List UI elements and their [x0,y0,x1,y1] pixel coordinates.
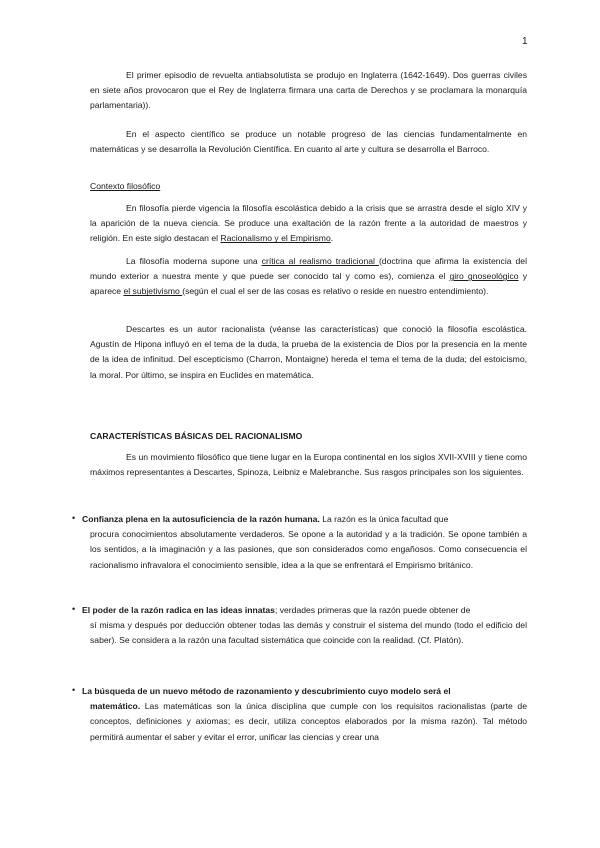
paragraph-modern-philosophy [90,254,527,300]
text-segment: . [330,233,334,244]
text-segment: Las matemáticas son la única disciplina que cumple con los requisitos racionalistas (parte de conceptos, definiciones y axiomas; es decir, utiliza conceptos elaborados por la misma razón). Tal método permitirá aumentar el saber y evitar el error, unificar las ciencias y crear una [90,701,527,742]
bullet-title: El poder de la razón radica en las ideas innatas [82,605,275,615]
text-segment: sí misma y después por deducción obtener todas las demás y construir el sistema del mundo (todo el edificio del saber). Se considera a la razón una facultad sistemática que coincide con la realidad. (Cf. Platón). [90,620,527,646]
bullet-title-continuation: matemático. [90,701,141,712]
text-segment: La razón es la única facultad que [319,514,449,524]
text-segment: y aparece [90,271,528,297]
giro-gnoseologico-link[interactable]: giro gnoseológico [449,271,519,282]
bullet-marker: • [72,685,76,695]
text-segment: (doctrina que afirma la existencia del mundo exterior a nuestra mente y que puede ser conocido tal y como es), comienza el [90,256,527,282]
context-heading: Contexto filosófico [90,181,161,191]
bullet-title: La búsqueda de un nuevo método de razonamiento y descubrimiento cuyo modelo será el [82,686,451,696]
critica-realismo-link[interactable]: crítica al realismo tradicional [261,256,379,266]
text-segment: ; verdades primeras que la razón puede obtener de [274,605,471,615]
text-segment: La filosofía moderna supone una [126,256,262,266]
text-segment [82,699,527,745]
bullet-marker: • [72,604,76,614]
text-segment: En filosofía pierde vigencia la filosofía escolástica debido a la crisis que se arrastra desde el siglo XIV y la aparición de la nueva ciencia. Se produce una exaltación de la razón frente a la autoridad de maestros y religión. En este siglo destacan el [90,203,527,244]
text-segment: procura conocimientos absolutamente verdaderos. Se opone a la autoridad y a la tradición. Se opone también a los sentidos, a la imaginación y a las pasiones, que son considerados como engañosos. Como consecuencia el racionalismo infravalora el conocimiento sensible, idea a la que se enfrentará el Empirismo británico. [90,529,527,570]
paragraph-revolt: El primer episodio de revuelta antiabsolutista se produjo en Inglaterra (1642-1649). Dos guerras civiles en siete años provocaron que el Rey de Inglaterra firmara una carta de Derechos y se proclamara la monarquía parlamentaria)). [90,70,527,111]
bullet-marker: • [72,513,76,523]
text-segment: (según el cual el ser de las cosas es relativo o reside en nuestro entendimiento). [182,286,489,297]
bullet-item-innate-ideas [82,603,527,649]
section-heading: CARACTERÍSTICAS BÁSICAS DEL RACIONALISMO [90,431,303,441]
subjetivismo-link[interactable]: el subjetivismo [123,286,183,297]
paragraph-science: En el aspecto científico se produce un notable progreso de las ciencias fundamentalmente en matemáticas y se desarrolla la Revolución Científica. En cuanto al arte y cultura se desarrolla el Barroco. [90,129,527,155]
bullet-item-reason [82,512,527,573]
bullet-item-method [82,684,527,745]
paragraph-descartes: Descartes es un autor racionalista (véanse las características) que conoció la filosofía escolástica. Agustín de Hipona influyó en el tema de la duda, la prueba de la existencia de Dios por la presencia en la mente de la idea de infinitud. Del escepticismo (Charron, Montaigne) hereda el tema el tema de la duda; del estoicismo, la moral. Por último, se inspira en Euclides en matemática. [90,324,527,380]
rationalism-empiricism-link[interactable]: Racionalismo y el Empirismo [220,233,331,244]
page-number: 1 [522,36,528,47]
bullet-title: Confianza plena en la autosuficiencia de la razón humana. [82,514,320,524]
paragraph-movement: Es un movimiento filosófico que tiene lugar en la Europa continental en los siglos XVII-XVIII y tiene como máximos representantes a Descartes, Spinoza, Leibniz e Malebranche. Sus rasgos principales son los siguientes. [90,452,527,478]
paragraph-philosophy [90,201,527,247]
